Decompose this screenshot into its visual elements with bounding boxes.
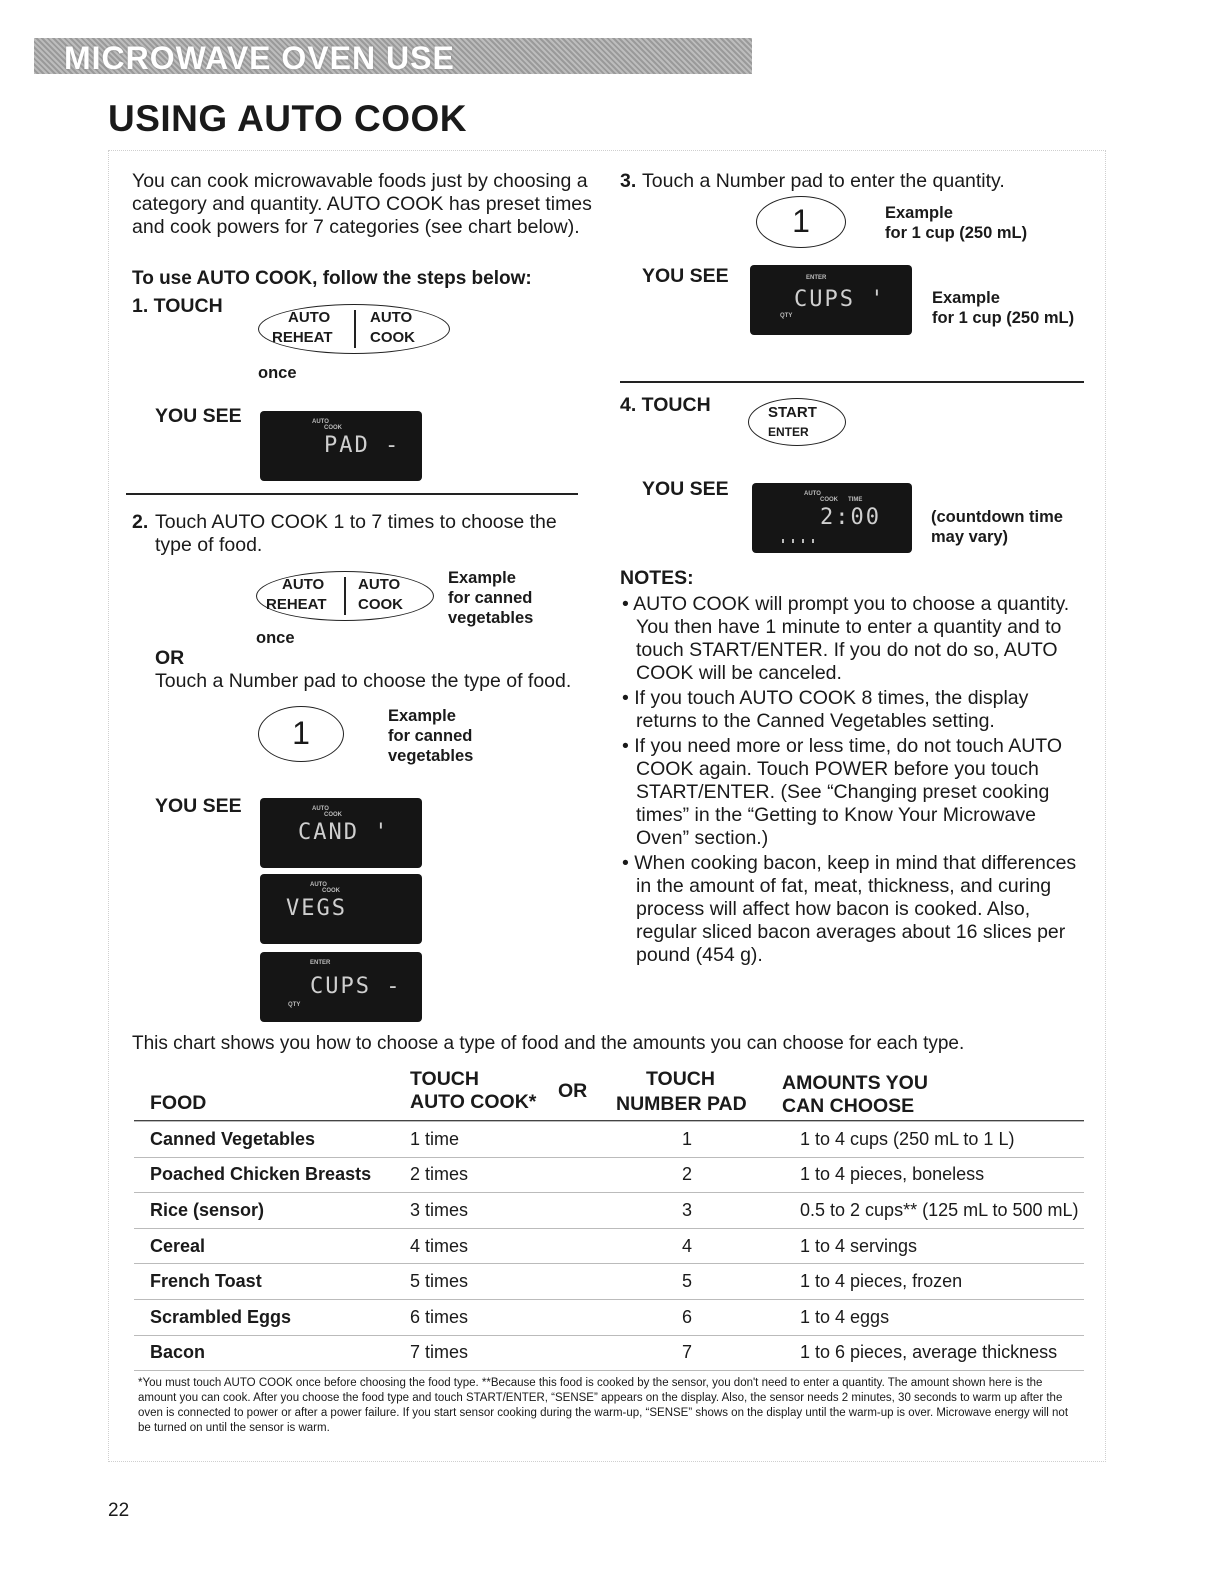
step2-text: Touch AUTO COOK 1 to 7 times to choose the type of food. bbox=[155, 511, 557, 556]
example-label: Example bbox=[885, 204, 953, 222]
cell-times: 5 times bbox=[394, 1264, 590, 1300]
auto-reheat-cook-button[interactable] bbox=[256, 571, 434, 621]
step3-you-see: YOU SEE bbox=[642, 265, 729, 287]
lcd-text: CAND ' bbox=[298, 820, 390, 845]
example-sub: for canned bbox=[448, 589, 533, 607]
lcd-indicator-qty: QTY bbox=[780, 313, 793, 319]
divider bbox=[126, 493, 578, 495]
cell-pad: 4 bbox=[590, 1228, 784, 1264]
lcd-indicator-auto: AUTO bbox=[310, 882, 327, 888]
header-touch-pad-2: NUMBER PAD bbox=[616, 1093, 747, 1115]
cell-amount: 1 to 6 pieces, average thickness bbox=[784, 1335, 1084, 1371]
table-row bbox=[134, 1264, 1084, 1300]
cell-food: French Toast bbox=[134, 1264, 394, 1300]
lcd-indicator-cook: COOK bbox=[322, 888, 340, 894]
cell-times: 1 time bbox=[394, 1122, 590, 1158]
header-touch-pad-1: TOUCH bbox=[646, 1068, 715, 1090]
header-touch-auto-1: TOUCH bbox=[410, 1068, 479, 1090]
button-label-enter: ENTER bbox=[768, 425, 809, 439]
example-label: Example bbox=[932, 289, 1000, 307]
example-label: Example bbox=[388, 707, 456, 725]
example-sub2: vegetables bbox=[388, 747, 474, 765]
notes-heading: NOTES: bbox=[620, 567, 694, 589]
header-or: OR bbox=[558, 1080, 588, 1102]
step2-once: once bbox=[256, 629, 295, 647]
lcd-text: CUPS - bbox=[310, 974, 402, 999]
notes-list bbox=[620, 593, 1082, 967]
button-label-reheat: REHEAT bbox=[266, 596, 327, 613]
cell-amount: 1 to 4 pieces, boneless bbox=[784, 1157, 1084, 1193]
cell-times: 6 times bbox=[394, 1299, 590, 1335]
step1-once: once bbox=[258, 364, 297, 382]
button-label-start: START bbox=[768, 404, 817, 421]
start-enter-button[interactable] bbox=[748, 398, 846, 446]
lcd-indicator-cook: COOK bbox=[820, 497, 838, 503]
cell-amount: 1 to 4 cups (250 mL to 1 L) bbox=[784, 1122, 1084, 1158]
lcd-indicator-enter: ENTER bbox=[310, 960, 331, 966]
lcd-text: PAD - bbox=[324, 433, 401, 458]
countdown-note: (countdown time bbox=[931, 508, 1063, 526]
cell-amount: 1 to 4 servings bbox=[784, 1228, 1084, 1264]
cell-food: Canned Vegetables bbox=[134, 1122, 394, 1158]
step3-number: 3. bbox=[620, 170, 637, 192]
table-row bbox=[134, 1228, 1084, 1264]
lcd-text: VEGS bbox=[286, 896, 347, 921]
cell-food: Scrambled Eggs bbox=[134, 1299, 394, 1335]
lcd-indicator-auto: AUTO bbox=[312, 806, 329, 812]
example-sub2: vegetables bbox=[448, 609, 534, 627]
cell-amount: 1 to 4 eggs bbox=[784, 1299, 1084, 1335]
cell-times: 3 times bbox=[394, 1193, 590, 1229]
cell-amount: 0.5 to 2 cups** (125 mL to 500 mL) bbox=[784, 1193, 1084, 1229]
lcd-display bbox=[750, 265, 912, 335]
lcd-indicator-cook: COOK bbox=[324, 812, 342, 818]
footnote: *You must touch AUTO COOK once before choosing the food type. **Because this food is cooked by the sensor, you don't need to enter a quantity. The amount shown here is the amount you can cook. After you choose the food type and touch START/ENTER, “SENSE” appears on the display. Also, the sensor needs 2 minutes, 30 seconds to warm up after the oven is connected to power or after a power failure. If you start sensor cooking during the warm-up, “SENSE” shows on the display until the warm-up is over. Microwave energy will not be turned on until the sensor is warm. bbox=[138, 1377, 1069, 1434]
step2-number: 2. bbox=[132, 511, 149, 533]
note-text: If you touch AUTO COOK 8 times, the display returns to the Canned Vegetables setting. bbox=[634, 687, 1029, 732]
button-label-cook: COOK bbox=[370, 329, 415, 346]
step4-you-see: YOU SEE bbox=[642, 478, 729, 500]
cell-food: Rice (sensor) bbox=[134, 1193, 394, 1229]
table-row bbox=[134, 1335, 1084, 1371]
cell-times: 4 times bbox=[394, 1228, 590, 1264]
table-row bbox=[134, 1157, 1084, 1193]
lcd-display bbox=[260, 798, 422, 868]
step2-alt-text: Touch a Number pad to choose the type of food. bbox=[155, 670, 572, 692]
note-item: • If you need more or less time, do not touch AUTO COOK again. Touch POWER before you touch START/ENTER. (See “Changing preset cooking times” in the “Getting to Know Your Microwave Oven” section.) bbox=[622, 735, 1063, 849]
section-banner bbox=[34, 38, 752, 74]
cell-pad: 7 bbox=[590, 1335, 784, 1371]
button-label-auto2: AUTO bbox=[370, 309, 413, 326]
chart-intro: This chart shows you how to choose a type of food and the amounts you can choose for each type. bbox=[132, 1033, 965, 1054]
note-item: • If you touch AUTO COOK 8 times, the display returns to the Canned Vegetables setting. bbox=[622, 687, 1029, 732]
lcd-display bbox=[260, 874, 422, 944]
button-label-auto: AUTO bbox=[282, 576, 325, 593]
cell-pad: 5 bbox=[590, 1264, 784, 1300]
lcd-display bbox=[260, 411, 422, 481]
note-item: • When cooking bacon, keep in mind that differences in the amount of fat, meat, thickness, and curing process will affect how bacon is cooked. Also, regular sliced bacon averages about 16 slices per pound (454 g). bbox=[622, 852, 1077, 966]
note-text: When cooking bacon, keep in mind that differences in the amount of fat, meat, thickness, and curing process will affect how bacon is cooked. Also, regular sliced bacon averages about 16 slices per pound (454 g). bbox=[634, 852, 1077, 966]
cell-pad: 6 bbox=[590, 1299, 784, 1335]
lcd-indicator-qty: QTY bbox=[288, 1002, 301, 1008]
auto-reheat-cook-button[interactable] bbox=[258, 304, 450, 354]
lcd-indicator-auto: AUTO bbox=[804, 491, 821, 497]
food-table bbox=[134, 1121, 1084, 1371]
lcd-text: CUPS ' bbox=[794, 287, 886, 312]
cell-pad: 2 bbox=[590, 1157, 784, 1193]
page-title: USING AUTO COOK bbox=[108, 98, 468, 139]
note-text: AUTO COOK will prompt you to choose a quantity. You then have 1 minute to enter a quantity and to touch START/ENTER. If you do not do so, AUTO COOK will be canceled. bbox=[633, 593, 1070, 684]
table-row bbox=[134, 1122, 1084, 1158]
lcd-indicator-enter: ENTER bbox=[806, 275, 827, 281]
number-pad-1[interactable]: 1 bbox=[258, 706, 344, 762]
table-row bbox=[134, 1299, 1084, 1335]
step2-you-see: YOU SEE bbox=[155, 795, 242, 817]
cell-times: 7 times bbox=[394, 1335, 590, 1371]
example-sub: for 1 cup (250 mL) bbox=[885, 224, 1028, 242]
note-text: If you need more or less time, do not touch AUTO COOK again. Touch POWER before you touch START/ENTER. (See “Changing preset cooking times” in the “Getting to Know Your Microwave Oven” section.) bbox=[634, 735, 1063, 849]
note-item: • AUTO COOK will prompt you to choose a quantity. You then have 1 minute to enter a quantity and to touch START/ENTER. If you do not do so, AUTO COOK will be canceled. bbox=[622, 593, 1070, 684]
step1-label: 1. TOUCH bbox=[132, 295, 223, 317]
lcd-display bbox=[752, 483, 912, 553]
button-label-auto2: AUTO bbox=[358, 576, 401, 593]
header-amounts-1: AMOUNTS YOU bbox=[782, 1072, 928, 1094]
lcd-indicator-auto: AUTO bbox=[312, 419, 329, 425]
header-food: FOOD bbox=[150, 1092, 207, 1114]
cell-times: 2 times bbox=[394, 1157, 590, 1193]
button-divider bbox=[354, 310, 356, 348]
cell-food: Poached Chicken Breasts bbox=[134, 1157, 394, 1193]
intro-text: You can cook microwavable foods just by choosing a category and quantity. AUTO COOK has preset times and cook powers for 7 categories (see chart below). bbox=[132, 170, 592, 238]
lcd-indicator-cook: COOK bbox=[324, 425, 342, 431]
or-label: OR bbox=[155, 647, 185, 669]
button-label-cook: COOK bbox=[358, 596, 403, 613]
cell-amount: 1 to 4 pieces, frozen bbox=[784, 1264, 1084, 1300]
example-sub: for canned bbox=[388, 727, 473, 745]
example-label: Example bbox=[448, 569, 516, 587]
table-row bbox=[134, 1193, 1084, 1229]
cell-food: Bacon bbox=[134, 1335, 394, 1371]
lcd-text: 2:00 bbox=[820, 505, 881, 530]
section-title: MICROWAVE OVEN USE bbox=[64, 40, 455, 76]
button-divider bbox=[344, 577, 346, 615]
page-number: 22 bbox=[108, 1500, 130, 1521]
cell-pad: 1 bbox=[590, 1122, 784, 1158]
steps-heading: To use AUTO COOK, follow the steps below: bbox=[132, 268, 532, 289]
header-amounts-2: CAN CHOOSE bbox=[782, 1095, 915, 1117]
step4-label: 4. TOUCH bbox=[620, 394, 711, 416]
cell-food: Cereal bbox=[134, 1228, 394, 1264]
cell-pad: 3 bbox=[590, 1193, 784, 1229]
number-pad-1[interactable]: 1 bbox=[756, 196, 846, 248]
header-touch-auto-2: AUTO COOK* bbox=[410, 1091, 537, 1113]
divider bbox=[620, 381, 1084, 383]
lcd-display bbox=[260, 952, 422, 1022]
button-label-auto: AUTO bbox=[288, 309, 331, 326]
countdown-note2: may vary) bbox=[931, 528, 1009, 546]
button-label-reheat: REHEAT bbox=[272, 329, 333, 346]
lcd-progress-marks bbox=[782, 539, 822, 543]
table-header bbox=[134, 1062, 1084, 1120]
step1-you-see: YOU SEE bbox=[155, 405, 242, 427]
step3-text: Touch a Number pad to enter the quantity. bbox=[642, 170, 1005, 192]
example-sub: for 1 cup (250 mL) bbox=[932, 309, 1075, 327]
lcd-indicator-time: TIME bbox=[848, 497, 863, 503]
